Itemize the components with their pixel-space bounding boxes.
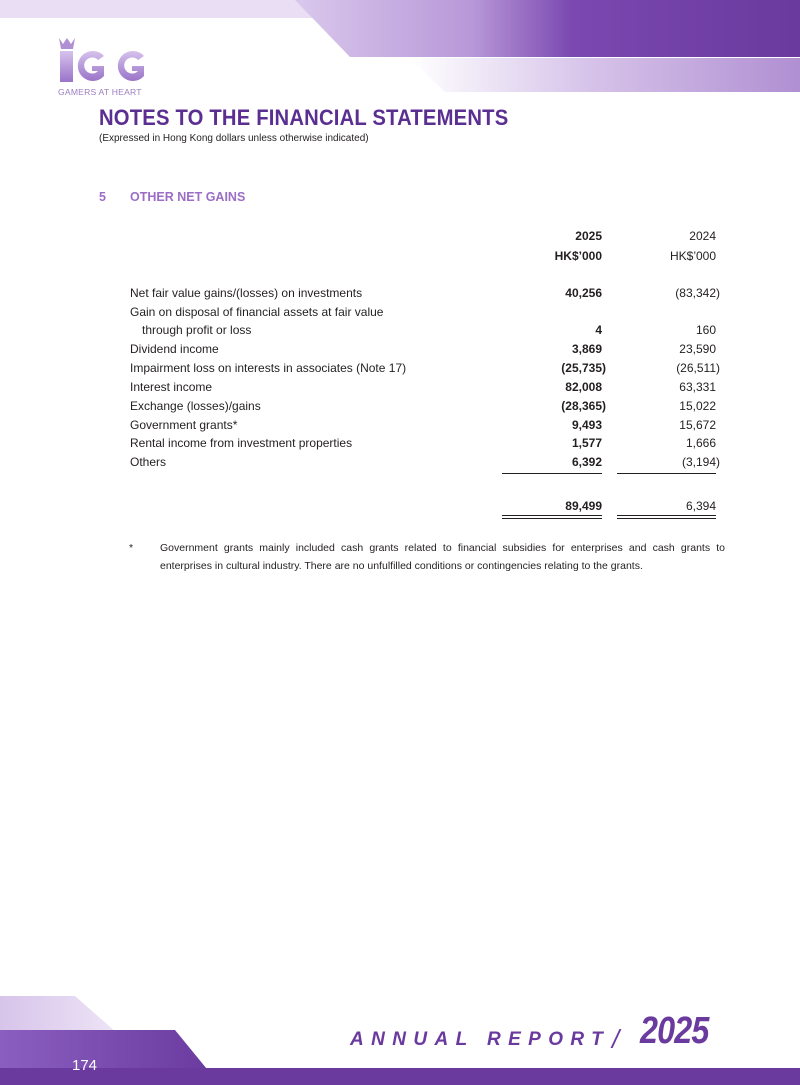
total-double-rule-2024-bottom (617, 518, 716, 519)
top-light-band (0, 0, 340, 18)
column-year-2025: 2025 (575, 229, 602, 243)
igg-logo-icon (58, 36, 148, 86)
row-value-2025: (25,735) (561, 361, 606, 375)
row-label: Net fair value gains/(losses) on investments (130, 286, 363, 300)
row-value-2024: (83,342) (675, 286, 720, 300)
row-value-2025: 3,869 (571, 342, 602, 356)
page-subtitle: (Expressed in Hong Kong dollars unless otherwise indicated) (99, 133, 369, 144)
brand-tagline: GAMERS AT HEART (58, 87, 142, 97)
company-logo (58, 36, 150, 97)
page-title: NOTES TO THE FINANCIAL STATEMENTS (99, 105, 509, 130)
total-value-2025: 89,499 (565, 499, 602, 513)
row-value-2025: 82,008 (565, 380, 602, 394)
bottom-purple-band (0, 1068, 800, 1085)
row-label: Rental income from investment properties (130, 436, 353, 450)
row-value-2024: 1,666 (685, 436, 716, 450)
row-value-2024: 160 (695, 323, 716, 337)
column-unit-2024: HK$’000 (669, 249, 716, 263)
row-label: Dividend income (130, 342, 219, 356)
top-lower-band (410, 58, 800, 92)
page-number: 174 (72, 1057, 98, 1074)
top-purple-band (295, 0, 800, 57)
row-value-2024: 63,331 (679, 380, 716, 394)
row-label: Exchange (losses)/gains (130, 399, 261, 413)
total-value-2024: 6,394 (685, 499, 716, 513)
row-label: Gain on disposal of financial assets at fair value (130, 305, 384, 319)
subtotal-rule-2025 (502, 473, 602, 474)
row-value-2024: 23,590 (679, 342, 716, 356)
total-double-rule-2024-top (617, 515, 716, 516)
row-label: Others (130, 455, 167, 469)
row-label: Interest income (130, 380, 213, 394)
row-value-2024: (3,194) (681, 455, 720, 469)
footer-slash: / (612, 1024, 620, 1054)
row-label: Impairment loss on interests in associates (Note 17) (130, 361, 407, 375)
row-value-2024: (26,511) (676, 361, 720, 375)
row-label: Government grants* (130, 418, 238, 432)
row-value-2025: 4 (595, 323, 602, 337)
row-value-2025: (28,365) (561, 399, 606, 413)
row-value-2024: 15,672 (679, 418, 716, 432)
row-value-2024: 15,022 (679, 399, 716, 413)
row-label: through profit or loss (142, 323, 252, 337)
row-value-2025: 6,392 (571, 455, 602, 469)
annual-report-label: ANNUAL REPORT (350, 1029, 611, 1050)
column-unit-2025: HK$’000 (554, 249, 602, 263)
total-double-rule-2025-top (502, 515, 602, 516)
footnote-text: Government grants mainly included cash grants related to financial subsidies for enterprises and cash grants to enterprises in cultural industry. There are no unfulfilled conditions or contingencies relating to the grants. (160, 542, 725, 572)
row-value-2025: 1,577 (571, 436, 602, 450)
total-double-rule-2025-bottom (502, 518, 602, 519)
column-year-2024: 2024 (689, 229, 716, 243)
subtotal-rule-2024 (617, 473, 716, 474)
footnote (129, 539, 725, 575)
section-title: OTHER NET GAINS (130, 190, 246, 204)
row-value-2025: 40,256 (565, 286, 602, 300)
row-value-2025: 9,493 (571, 418, 602, 432)
section-heading (99, 190, 245, 204)
report-year: 2025 (640, 1010, 709, 1052)
footnote-marker: * (129, 542, 134, 554)
section-number: 5 (99, 190, 106, 204)
